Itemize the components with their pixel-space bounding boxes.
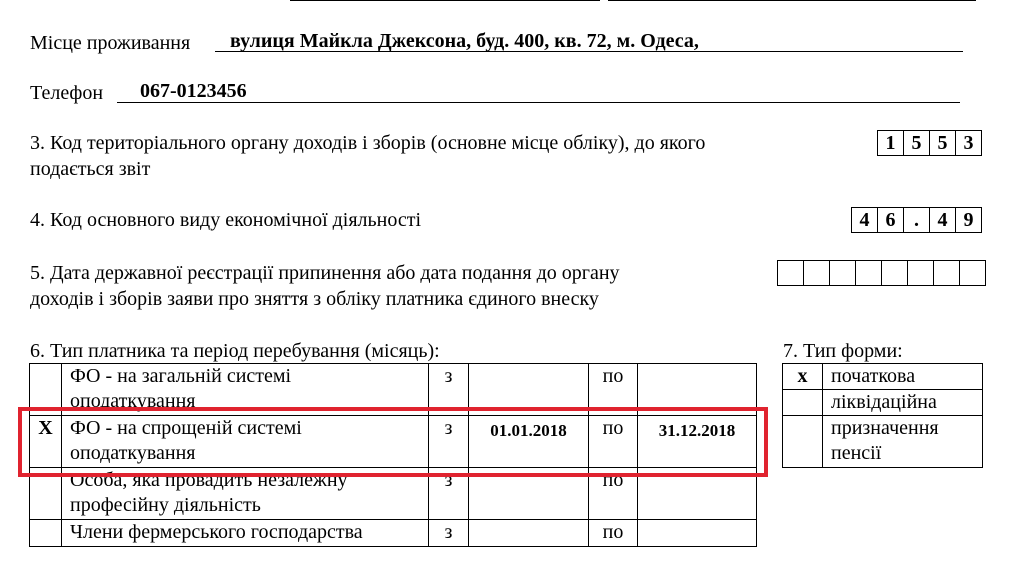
row-to-label: по xyxy=(589,416,638,468)
phone-value[interactable]: 067-0123456 xyxy=(140,80,247,102)
form-type-mark[interactable] xyxy=(783,416,823,468)
phone-underline xyxy=(117,102,960,103)
row-from-label: з xyxy=(429,468,469,520)
phone-label: Телефон xyxy=(30,82,104,104)
row-type-line1: Члени фермерського господарства xyxy=(70,521,363,543)
item5-digit xyxy=(830,261,856,285)
payer-type-table xyxy=(29,363,757,547)
item3-code-boxes[interactable] xyxy=(877,130,982,156)
row-to-date[interactable] xyxy=(638,364,757,416)
item4-digit: 4 xyxy=(930,208,956,232)
form-type-line1: ліквідаційна xyxy=(831,391,937,413)
previous-field-underline xyxy=(290,0,600,1)
item3-digit: 5 xyxy=(904,131,930,155)
row-type xyxy=(62,468,429,520)
item3-digit: 3 xyxy=(963,132,974,154)
form-type-table xyxy=(782,363,983,468)
item4-digit: 9 xyxy=(963,209,974,231)
table-row xyxy=(30,468,757,520)
row-to-label: по xyxy=(589,364,638,416)
item5-text-line2: доходів і зборів заяви про зняття з обліку платника єдиного внеску xyxy=(30,288,599,310)
form-type-mark[interactable]: x xyxy=(783,364,823,390)
row-to-label: по xyxy=(589,468,638,520)
item5-digit xyxy=(856,261,882,285)
table-row xyxy=(783,390,983,416)
item3-text-line1: 3. Код територіального органу доходів і зборів (основне місце обліку), до якого xyxy=(30,132,706,154)
row-type-line2: оподаткування xyxy=(70,442,196,464)
row-from-date[interactable]: 01.01.2018 xyxy=(469,416,589,468)
table-row xyxy=(783,364,983,390)
form-type-label xyxy=(823,364,983,390)
previous-field-underline-2 xyxy=(608,0,976,1)
item5-digit xyxy=(778,261,804,285)
item4-digit: 4 xyxy=(852,208,878,232)
table-row xyxy=(783,416,983,468)
row-mark[interactable] xyxy=(30,468,62,520)
item5-text-line1: 5. Дата державної реєстрації припинення або дата подання до органу xyxy=(30,262,620,284)
row-mark[interactable] xyxy=(30,520,62,547)
item3-text-line2: подається звіт xyxy=(30,158,151,180)
row-from-label: з xyxy=(429,520,469,547)
table-row xyxy=(30,364,757,416)
row-from-date[interactable] xyxy=(469,468,589,520)
item4-code-boxes[interactable] xyxy=(851,207,982,233)
residence-label: Місце проживання xyxy=(30,32,191,54)
row-mark[interactable] xyxy=(30,364,62,416)
form-type-line1: призначення xyxy=(831,417,939,439)
row-type xyxy=(62,416,429,468)
row-mark[interactable]: X xyxy=(30,416,62,468)
item4-digit: . xyxy=(904,208,930,232)
form-type-mark[interactable] xyxy=(783,390,823,416)
row-from-date[interactable] xyxy=(469,520,589,547)
row-to-date[interactable] xyxy=(638,468,757,520)
residence-underline xyxy=(215,51,963,52)
item5-digit xyxy=(960,261,985,285)
table-row xyxy=(30,416,757,468)
row-type xyxy=(62,520,429,547)
row-to-date[interactable]: 31.12.2018 xyxy=(638,416,757,468)
item3-digit: 5 xyxy=(930,131,956,155)
form-type-label xyxy=(823,416,983,468)
item5-digit xyxy=(934,261,960,285)
row-from-date[interactable] xyxy=(469,364,589,416)
item7-title: 7. Тип форми: xyxy=(783,340,903,362)
form-type-line2: пенсії xyxy=(831,442,882,464)
row-to-date[interactable] xyxy=(638,520,757,547)
residence-value[interactable]: вулиця Майкла Джексона, буд. 400, кв. 72, м. Одеса, xyxy=(230,30,699,52)
row-from-label: з xyxy=(429,364,469,416)
item3-digit: 1 xyxy=(878,131,904,155)
item5-date-boxes[interactable] xyxy=(777,260,986,286)
form-type-line1: початкова xyxy=(831,365,916,387)
table-row xyxy=(30,520,757,547)
item4-digit: 6 xyxy=(878,208,904,232)
row-type-line1: ФО - на спрощеній системі xyxy=(70,417,302,439)
form-type-label xyxy=(823,390,983,416)
row-to-label: по xyxy=(589,520,638,547)
item5-digit xyxy=(908,261,934,285)
row-type-line2: оподаткування xyxy=(70,390,196,412)
item4-text: 4. Код основного виду економічної діяльності xyxy=(30,209,422,231)
item5-digit xyxy=(882,261,908,285)
row-type-line1: ФО - на загальній системі xyxy=(70,365,292,387)
row-from-label: з xyxy=(429,416,469,468)
row-type xyxy=(62,364,429,416)
item5-digit xyxy=(804,261,830,285)
row-type-line1: Особа, яка провадить незалежну xyxy=(70,469,348,491)
item6-title: 6. Тип платника та період перебування (місяць): xyxy=(30,340,440,362)
row-type-line2: професійну діяльність xyxy=(70,494,261,516)
